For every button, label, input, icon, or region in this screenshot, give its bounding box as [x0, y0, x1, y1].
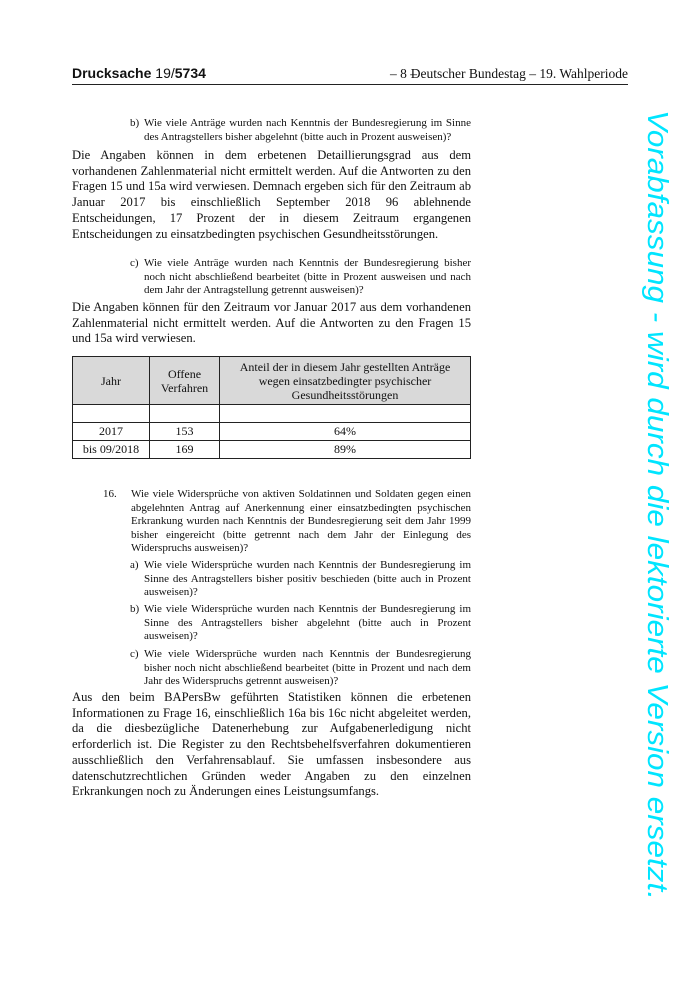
- watermark-text: Vorabfassung - wird durch die lektorierte Version ersetzt.: [641, 110, 673, 839]
- question-15c: [130, 257, 471, 298]
- cell-open: 153: [150, 423, 220, 441]
- question-text: Wie viele Widersprüche von aktiven Soldatinnen und Soldaten gegen einen abgelehnten Antrag auf Anerkennung einer einsatzbedingten psychischen Erkrankung wurden nach Kenntnis der Bundesregierung seit dem Jahr 1999 bisher eingereicht (bitte getrennt nach dem Jahr der Einlegung des Widerspruchs ausweisen)?: [131, 488, 471, 554]
- answer-15c: Die Angaben können für den Zeitraum vor Januar 2017 aus dem vorhandenen Zahlenmaterial nicht ermittelt werden. Auf die Antworten zu den Fragen 15 und 15a wird verwiesen.: [72, 300, 471, 346]
- cell-share: 64%: [220, 423, 471, 441]
- answer-16: Aus den beim BAPersBw geführten Statistiken können die erbetenen Informationen zu Frage 16, einschließlich 16a bis 16c nicht abgeleitet werden, da die diesbezügliche Datenerhebung zur Aufgabenerledigung nicht erforderlich ist. Die Register zu den Rechtsbehelfsverfahren dokumentieren ausschließlich den Verfahrensablauf. Sie umfassen insbesondere aus datenschutzrechtlichen Gründen weder Angaben zu den einzelnen Erkrankungen noch zu Änderungen eines Leistungsumfangs.: [72, 690, 471, 799]
- cell-open: 169: [150, 441, 220, 459]
- open-proceedings-table: [72, 356, 471, 459]
- question-text: Wie viele Anträge wurden nach Kenntnis der Bundesregierung im Sinne des Antragstellers bisher abgelehnt (bitte auch in Prozent ausweisen)?: [144, 117, 471, 143]
- question-label: c): [130, 648, 139, 660]
- page-header: [72, 64, 628, 85]
- question-15b: [130, 117, 471, 144]
- question-16c: [130, 648, 471, 689]
- cell-share: 89%: [220, 441, 471, 459]
- question-label: b): [130, 117, 140, 129]
- table-row: [73, 441, 471, 459]
- question-label: c): [130, 257, 139, 269]
- question-text: Wie viele Widersprüche wurden nach Kenntnis der Bundesregierung im Sinne des Antragstellers bisher abgelehnt (bitte auch in Prozent ausweisen)?: [144, 603, 471, 642]
- table-row: [73, 423, 471, 441]
- question-text: Wie viele Widersprüche wurden nach Kenntnis der Bundesregierung bisher noch nicht abschließend bearbeitet (bitte in Prozent und nach dem Jahr des Widerspruchs getrennt ausweisen)?: [144, 648, 471, 687]
- page-number: – 8 –: [390, 66, 417, 81]
- publisher: Deutscher Bundestag – 19. Wahlperiode: [410, 66, 628, 81]
- answer-15b: Die Angaben können in dem erbetenen Detaillierungsgrad aus dem vorhandenen Zahlenmaterial nicht ermittelt werden. Auf die Antworten zu den Fragen 15 und 15a wird verwiesen. Demnach ergeben sich für den Zeitraum ab Januar 2017 bis einschließlich September 2018 96 ablehnende Entscheidungen, 17 Prozent der in diesem Zeitraum ergangenen Entscheidungen zu einsatzbedingten psychischen Gesundheitsstörungen.: [72, 148, 471, 241]
- column-header-open: Offene Verfahren: [150, 357, 220, 405]
- question-label: b): [130, 603, 140, 615]
- column-header-share: Anteil der in diesem Jahr gestellten Anträge wegen einsatzbedingter psychischer Gesundheitsstörungen: [220, 357, 471, 405]
- question-16a: [130, 559, 471, 600]
- question-label: a): [130, 559, 139, 571]
- question-label: 16.: [103, 488, 117, 500]
- column-header-year: Jahr: [73, 357, 150, 405]
- document-number: Drucksache 19/5734: [72, 65, 206, 81]
- question-text: Wie viele Widersprüche wurden nach Kenntnis der Bundesregierung im Sinne des Antragstellers bisher positiv beschieden (bitte auch in Prozent ausweisen)?: [144, 559, 471, 598]
- cell-year: 2017: [73, 423, 150, 441]
- question-text: Wie viele Anträge wurden nach Kenntnis der Bundesregierung bisher noch nicht abschließend bearbeitet (bitte in Prozent ausweisen und nach dem Jahr der Antragstellung getrennt ausweisen)?: [144, 257, 471, 296]
- table-header-row: [73, 357, 471, 405]
- question-16b: [130, 603, 471, 644]
- table-row-empty: [73, 405, 471, 423]
- cell-year: bis 09/2018: [73, 441, 150, 459]
- question-16: [103, 488, 471, 556]
